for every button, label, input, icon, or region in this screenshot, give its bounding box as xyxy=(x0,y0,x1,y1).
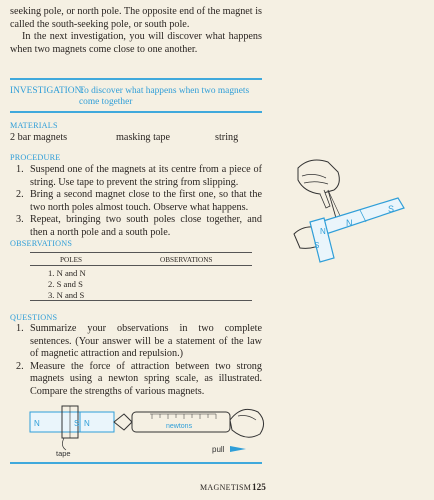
procedure-heading: PROCEDURE xyxy=(10,153,61,162)
investigation-title: To discover what happens when two magnets come together xyxy=(79,86,250,107)
table-row: 1. N and N xyxy=(48,268,86,278)
question-text: Summarize your observations in two complete sentences. (Your answer will be a statement of the law of magnetic attraction and repulsion.) xyxy=(30,323,262,360)
question-item xyxy=(10,361,262,399)
questions-list xyxy=(10,323,262,399)
material-item: masking tape xyxy=(116,132,171,143)
table-header-rule xyxy=(30,265,252,266)
question-number: 2. xyxy=(16,360,24,372)
step-text: Bring a second magnet close to the first one, so that the two north poles almost touch. Observe what happens. xyxy=(30,189,262,213)
observations-heading: OBSERVATIONS xyxy=(10,239,73,248)
procedure-list xyxy=(10,164,262,240)
step-number: 3. xyxy=(16,214,24,226)
material-item: 2 bar magnets xyxy=(10,132,68,143)
intro-text xyxy=(10,6,262,56)
step-number: 1. xyxy=(16,164,24,175)
table-row: 2. S and S xyxy=(48,279,83,289)
pull-arrow-icon xyxy=(230,446,246,452)
question-item xyxy=(10,323,262,361)
procedure-step xyxy=(10,164,262,189)
page-number: 125 xyxy=(252,482,266,492)
intro-paragraph-1: seeking pole, or north pole. The opposite end of the magnet is called the south-seeking pole, or south pole. xyxy=(10,6,262,30)
materials-heading: MATERIALS xyxy=(10,121,58,130)
top-rule xyxy=(10,78,262,80)
intro-paragraph-2: In the next investigation, you will discover what happens when two magnets come close to one another. xyxy=(10,31,262,55)
bottom-rule xyxy=(10,462,262,464)
magnet1-s-label: S xyxy=(74,419,80,428)
observations-column-header: OBSERVATIONS xyxy=(160,256,213,264)
step-text: Repeat, bringing two south poles close together, and then a north pole and a south pole. xyxy=(30,214,262,238)
procedure-step xyxy=(10,189,262,214)
step-number: 2. xyxy=(16,189,24,201)
suspended-magnet-illustration xyxy=(280,150,430,270)
table-bottom-rule xyxy=(30,300,252,301)
magnet-n-label: N xyxy=(346,218,353,228)
step-text: Suspend one of the magnets at its centre from a piece of string. Use tape to prevent the string from slipping. xyxy=(30,164,262,188)
material-item: string xyxy=(215,132,239,143)
tape-label: tape xyxy=(56,449,71,458)
question-number: 1. xyxy=(16,323,24,334)
pull-label: pull xyxy=(212,445,225,454)
question-text: Measure the force of attraction between two strong magnets using a newton spring scale, as illustrated. Compare the strengths of various magnets. xyxy=(30,360,262,397)
investigation-label: INVESTIGATION: xyxy=(10,86,84,96)
magnet2-n-label: N xyxy=(84,419,90,428)
table-row: 3. N and S xyxy=(48,290,85,300)
footer-section: MAGNETISM xyxy=(200,483,252,492)
second-magnet-n-label: N xyxy=(320,227,326,236)
poles-column-header: POLES xyxy=(60,256,82,264)
questions-heading: QUESTIONS xyxy=(10,313,58,322)
spring-scale-illustration xyxy=(20,400,270,462)
newtons-label: newtons xyxy=(166,423,193,430)
magnet-s-label: S xyxy=(388,204,395,214)
magnet1-n-label: N xyxy=(34,419,40,428)
second-magnet-s-label: S xyxy=(314,241,320,250)
table-top-rule xyxy=(30,252,252,253)
procedure-step xyxy=(10,214,262,239)
investigation-rule xyxy=(10,111,262,113)
